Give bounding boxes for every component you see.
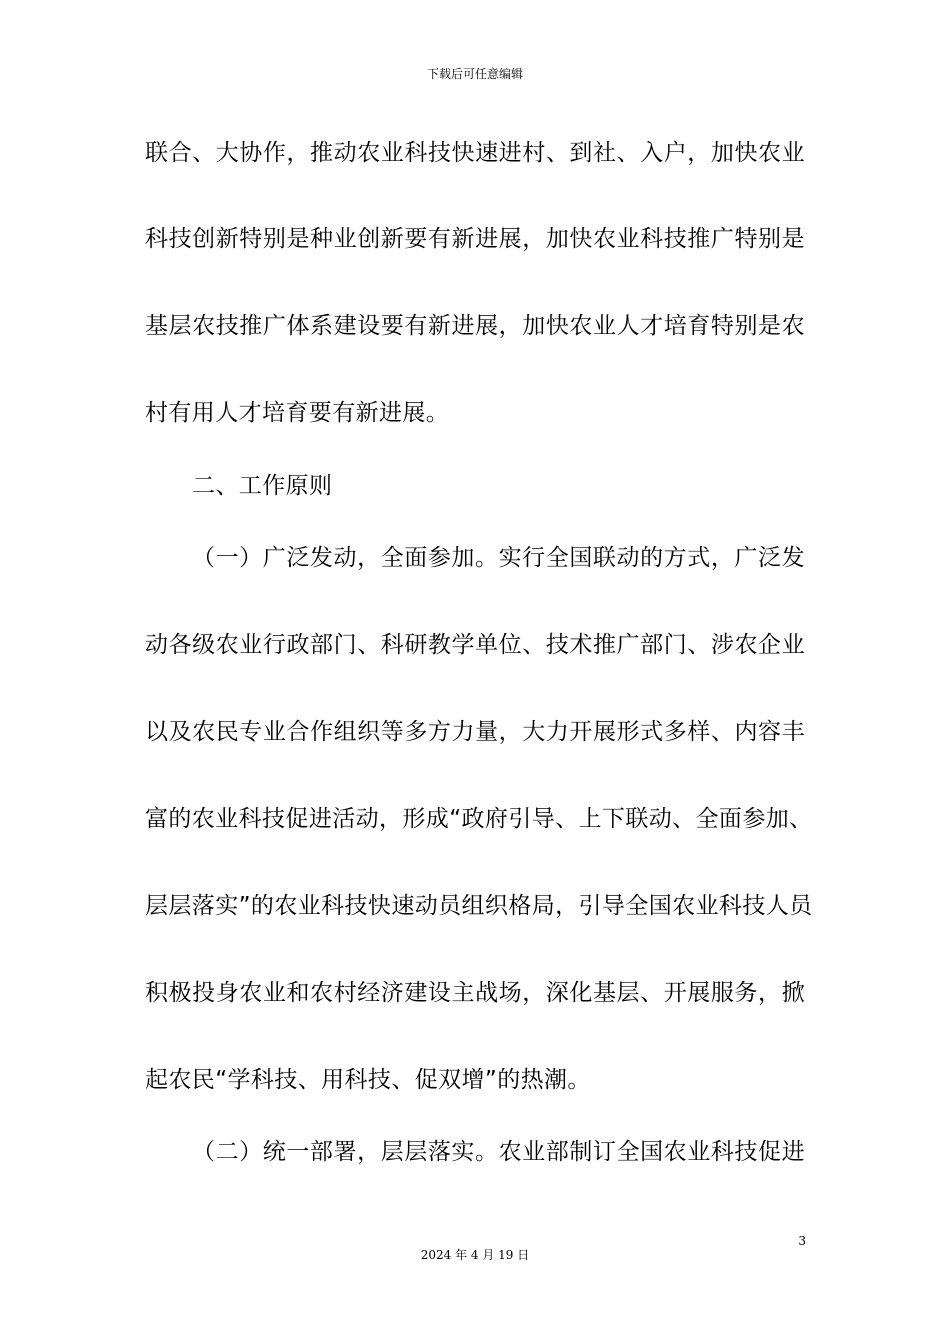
body-line: 村有用人才培育要有新进展。 [145,400,450,426]
body-line: 以及农民专业合作组织等多方力量，大力开展形式多样、内容丰 [145,719,805,745]
section-heading: 二、工作原则 [192,473,333,499]
body-line: 富的农业科技促进活动，形成“政府引导、上下联动、全面参加、 [145,806,813,832]
page-header: 下载后可任意编辑 [426,67,523,81]
body-line: 起农民“学科技、用科技、促双增”的热潮。 [145,1067,591,1093]
body-line: （二）统一部署，层层落实。农业部制订全国农业科技促进 [192,1139,805,1165]
page-footer-date: 2024 年 4 月 19 日 [420,1248,530,1262]
body-line: 积极投身农业和农村经济建设主战场，深化基层、开展服务，掀 [145,980,805,1006]
page-number: 3 [798,1234,806,1248]
body-line: （一）广泛发动，全面参加。实行全国联动的方式，广泛发 [192,545,805,571]
body-line: 科技创新特别是种业创新要有新进展，加快农业科技推广特别是 [145,226,805,252]
body-line: 层层落实”的农业科技快速动员组织格局，引导全国农业科技人员 [145,893,813,919]
body-line: 联合、大协作，推动农业科技快速进村、到社、入户，加快农业 [145,140,805,166]
body-line: 动各级农业行政部门、科研教学单位、技术推广部门、涉农企业 [145,632,805,658]
body-line: 基层农技推广体系建设要有新进展，加快农业人才培育特别是农 [145,313,805,339]
